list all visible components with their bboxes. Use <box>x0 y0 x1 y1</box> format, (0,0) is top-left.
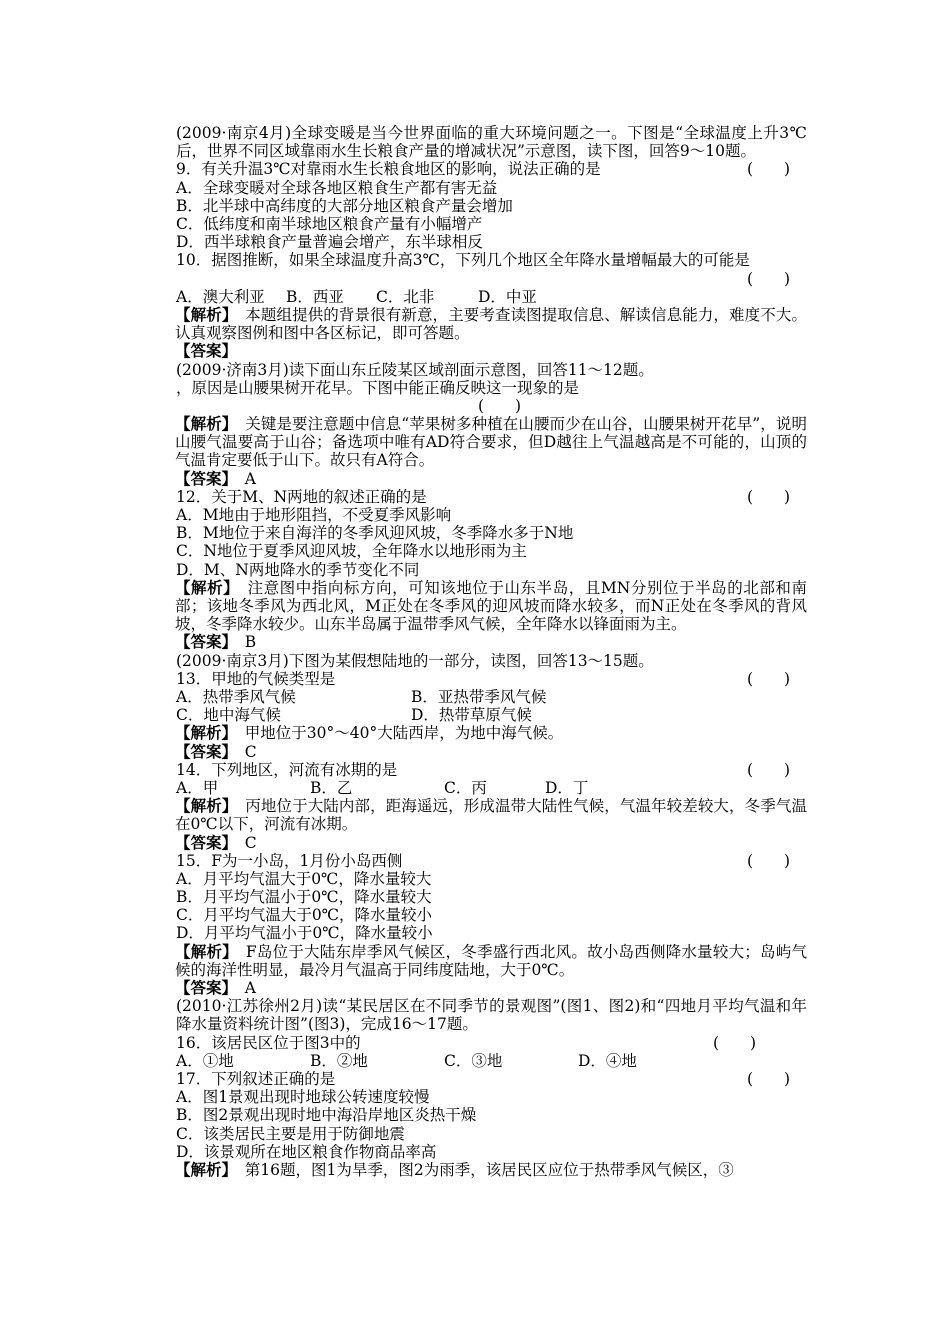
answer-14 <box>145 834 807 852</box>
question-10: 10．据图推断，如果全球温度升高3℃，下列几个地区全年降水量增幅最大的可能是 <box>176 251 750 270</box>
answer-bracket: ( ) <box>747 760 791 779</box>
option-14a: A．甲 <box>176 778 219 797</box>
question-10-bracket-line <box>145 270 807 288</box>
question-9 <box>145 160 807 178</box>
answer-bracket: ( ) <box>747 160 791 179</box>
option-15b: B．月平均气温小于0℃，降水量较大 <box>176 888 432 907</box>
answer-12 <box>145 633 807 651</box>
option-10d: D．中亚 <box>478 287 537 306</box>
option-9c: C．低纬度和南半球地区粮食产量有小幅增产 <box>176 214 483 233</box>
option-14c: C．丙 <box>444 778 487 797</box>
answer-label: 【答案】 <box>175 978 230 998</box>
intro-paragraph-4: (2010·江苏徐州2月)读“某民居区在不同季节的景观图”(图1、图2)和“四地月平均气温和年降水量资料统计图”(图3)，完成16～17题。 <box>176 997 807 1034</box>
answer-11 <box>145 470 807 488</box>
analysis-label: 【解析】 <box>175 1159 230 1179</box>
answer-value: C <box>244 742 257 761</box>
question-12 <box>145 488 807 506</box>
analysis-12 <box>145 579 807 634</box>
question-11-bracket-line <box>145 397 807 415</box>
question-14-options <box>145 779 807 797</box>
option-15a: A．月平均气温大于0℃，降水量较大 <box>176 869 432 888</box>
option-14d: D．丁 <box>545 778 589 797</box>
analysis-label: 【解析】 <box>175 941 231 961</box>
answer-label: 【答案】 <box>175 741 230 761</box>
analysis-11 <box>145 415 807 470</box>
analysis-label: 【解析】 <box>175 414 230 434</box>
option-12a: A．M地由于地形阻挡，不受夏季风影响 <box>176 506 452 525</box>
option-16b: B．②地 <box>310 1051 368 1070</box>
option-16c: C．③地 <box>444 1051 503 1070</box>
analysis-text: 甲地位于30°～40°大陆西岸，为地中海气候。 <box>244 724 564 743</box>
option-9d: D．西半球粮食产量普遍会增产，东半球相反 <box>176 233 483 252</box>
question-13-options-row-1 <box>145 688 807 706</box>
question-13-options-row-2 <box>145 706 807 724</box>
analysis-text: F岛位于大陆东岸季风气候区，冬季盛行西北风。故小岛西侧降水量较大；岛屿气候的海洋性明显，最冷月气温高于同纬度陆地，大于0℃。 <box>175 942 807 979</box>
answer-bracket: ( ) <box>747 851 791 870</box>
analysis-label: 【解析】 <box>175 723 230 743</box>
analysis-16-17 <box>145 1161 807 1179</box>
question-13-stem: 13．甲地的气候类型是 <box>176 669 336 688</box>
analysis-label: 【解析】 <box>175 304 230 324</box>
question-9-stem: 9．有关升温3℃对靠雨水生长粮食地区的影响，说法正确的是 <box>176 160 601 179</box>
answer-15 <box>145 979 807 997</box>
option-15d: D．月平均气温小于0℃，降水量较小 <box>176 924 433 943</box>
question-15 <box>145 852 807 870</box>
answer-value: A <box>244 979 256 998</box>
answer-label: 【答案】 <box>175 632 230 652</box>
option-13c: C．地中海气候 <box>176 706 281 725</box>
question-12-stem: 12．关于M、N两地的叙述正确的是 <box>176 487 427 506</box>
analysis-9-10 <box>145 306 807 342</box>
question-10-options <box>145 288 807 306</box>
intro-paragraph-2: (2009·济南3月)读下面山东丘陵某区域剖面示意图，回答11～12题。 <box>176 360 654 379</box>
answer-bracket: ( ) <box>747 487 791 506</box>
analysis-text: 关键是要注意题中信息“苹果树多种植在山腰而少在山谷，山腰果树开花早”，说明山腰气温要高于山谷；备选项中唯有AD符合要求，但D越往上气温越高是不可能的，山顶的气温肯定要低于山下。故只有A符合。 <box>175 415 807 470</box>
answer-13 <box>145 743 807 761</box>
option-15c: C．月平均气温大于0℃，降水量较小 <box>176 906 433 925</box>
question-16 <box>145 1034 807 1052</box>
answer-label: 【答案】 <box>175 341 238 361</box>
analysis-label: 【解析】 <box>175 796 230 816</box>
option-12d: D．M、N两地降水的季节变化不同 <box>176 560 420 579</box>
option-16a: A．①地 <box>176 1051 234 1070</box>
answer-bracket: ( ) <box>713 1033 757 1052</box>
option-13d: D．热带草原气候 <box>411 706 532 725</box>
question-13 <box>145 670 807 688</box>
option-16d: D．④地 <box>578 1051 637 1070</box>
option-13b: B．亚热带季风气候 <box>411 687 547 706</box>
analysis-text: 第16题，图1为旱季，图2为雨季，该居民区应位于热带季风气候区，③ <box>244 1160 734 1179</box>
option-9a: A．全球变暖对全球各地区粮食生产都有害无益 <box>176 178 498 197</box>
option-14b: B．乙 <box>310 778 353 797</box>
option-10c: C．北非 <box>376 287 435 306</box>
question-16-options <box>145 1052 807 1070</box>
answer-label: 【答案】 <box>175 468 230 488</box>
option-17d: D．该景观所在地区粮食作物商品率高 <box>176 1142 437 1161</box>
analysis-text: 注意图中指向标方向，可知该地位于山东半岛，且MN分别位于半岛的北部和南部；该地冬季风为西北风，M正处在冬季风的迎风坡而降水较多，而N正处在冬季风的背风坡，冬季降水较少。山东半岛属于温带季风气候，全年降水以锋面雨为主。 <box>175 578 807 634</box>
intro-paragraph-1: (2009·南京4月)全球变暖是当今世界面临的重大环境问题之一。下图是“全球温度上升3℃后，世界不同区域靠雨水生长粮食产量的增减状况”示意图，读下图，回答9～10题。 <box>176 124 807 161</box>
option-10a: A．澳大利亚 <box>176 287 265 306</box>
option-12b: B．M地位于来自海洋的冬季风迎风坡，冬季降水多于N地 <box>176 524 574 543</box>
question-14-stem: 14．下列地区，河流有冰期的是 <box>176 760 398 779</box>
question-16-stem: 16．该居民区位于图3中的 <box>176 1033 361 1052</box>
option-13a: A．热带季风气候 <box>176 687 296 706</box>
option-17b: B．图2景观出现时地中海沿岸地区炎热干燥 <box>176 1106 477 1125</box>
analysis-13 <box>145 724 807 742</box>
answer-bracket: ( ) <box>747 669 791 688</box>
answer-bracket: ( ) <box>478 396 522 415</box>
analysis-text: 丙地位于大陆内部，距海遥远，形成温带大陆性气候，气温年较差较大，冬季气温在0℃以下，河流有冰期。 <box>175 797 807 834</box>
question-11-stem: ，原因是山腰果树开花早。下图中能正确反映这一现象的是 <box>176 378 580 397</box>
answer-bracket: ( ) <box>747 1070 791 1088</box>
answer-label: 【答案】 <box>175 832 230 852</box>
analysis-14 <box>145 797 807 833</box>
intro-paragraph-3: (2009·南京3月)下图为某假想陆地的一部分，读图，回答13～15题。 <box>176 651 654 670</box>
question-15-stem: 15．F为一小岛，1月份小岛西侧 <box>176 851 403 870</box>
option-10b: B．西亚 <box>286 287 344 306</box>
answer-9-10 <box>145 342 807 360</box>
answer-bracket: ( ) <box>747 269 791 288</box>
question-17 <box>145 1070 807 1088</box>
question-14 <box>145 761 807 779</box>
answer-value: B <box>244 633 257 652</box>
document-page <box>145 124 807 1179</box>
question-17-stem: 17．下列叙述正确的是 <box>176 1070 336 1088</box>
option-17a: A．图1景观出现时地球公转速度较慢 <box>176 1088 430 1107</box>
analysis-15 <box>145 943 807 979</box>
analysis-text: 本题组提供的背景很有新意，主要考查读图提取信息、解读信息能力，难度不大。认真观察图例和图中各区标记，即可答题。 <box>175 305 807 343</box>
answer-value: A <box>244 469 256 488</box>
option-17c: C．该类居民主要是用于防御地震 <box>176 1124 405 1143</box>
option-12c: C．N地位于夏季风迎风坡，全年降水以地形雨为主 <box>176 542 527 561</box>
analysis-label: 【解析】 <box>175 577 232 597</box>
answer-value: C <box>244 833 257 852</box>
option-9b: B．北半球中高纬度的大部分地区粮食产量会增加 <box>176 196 513 215</box>
